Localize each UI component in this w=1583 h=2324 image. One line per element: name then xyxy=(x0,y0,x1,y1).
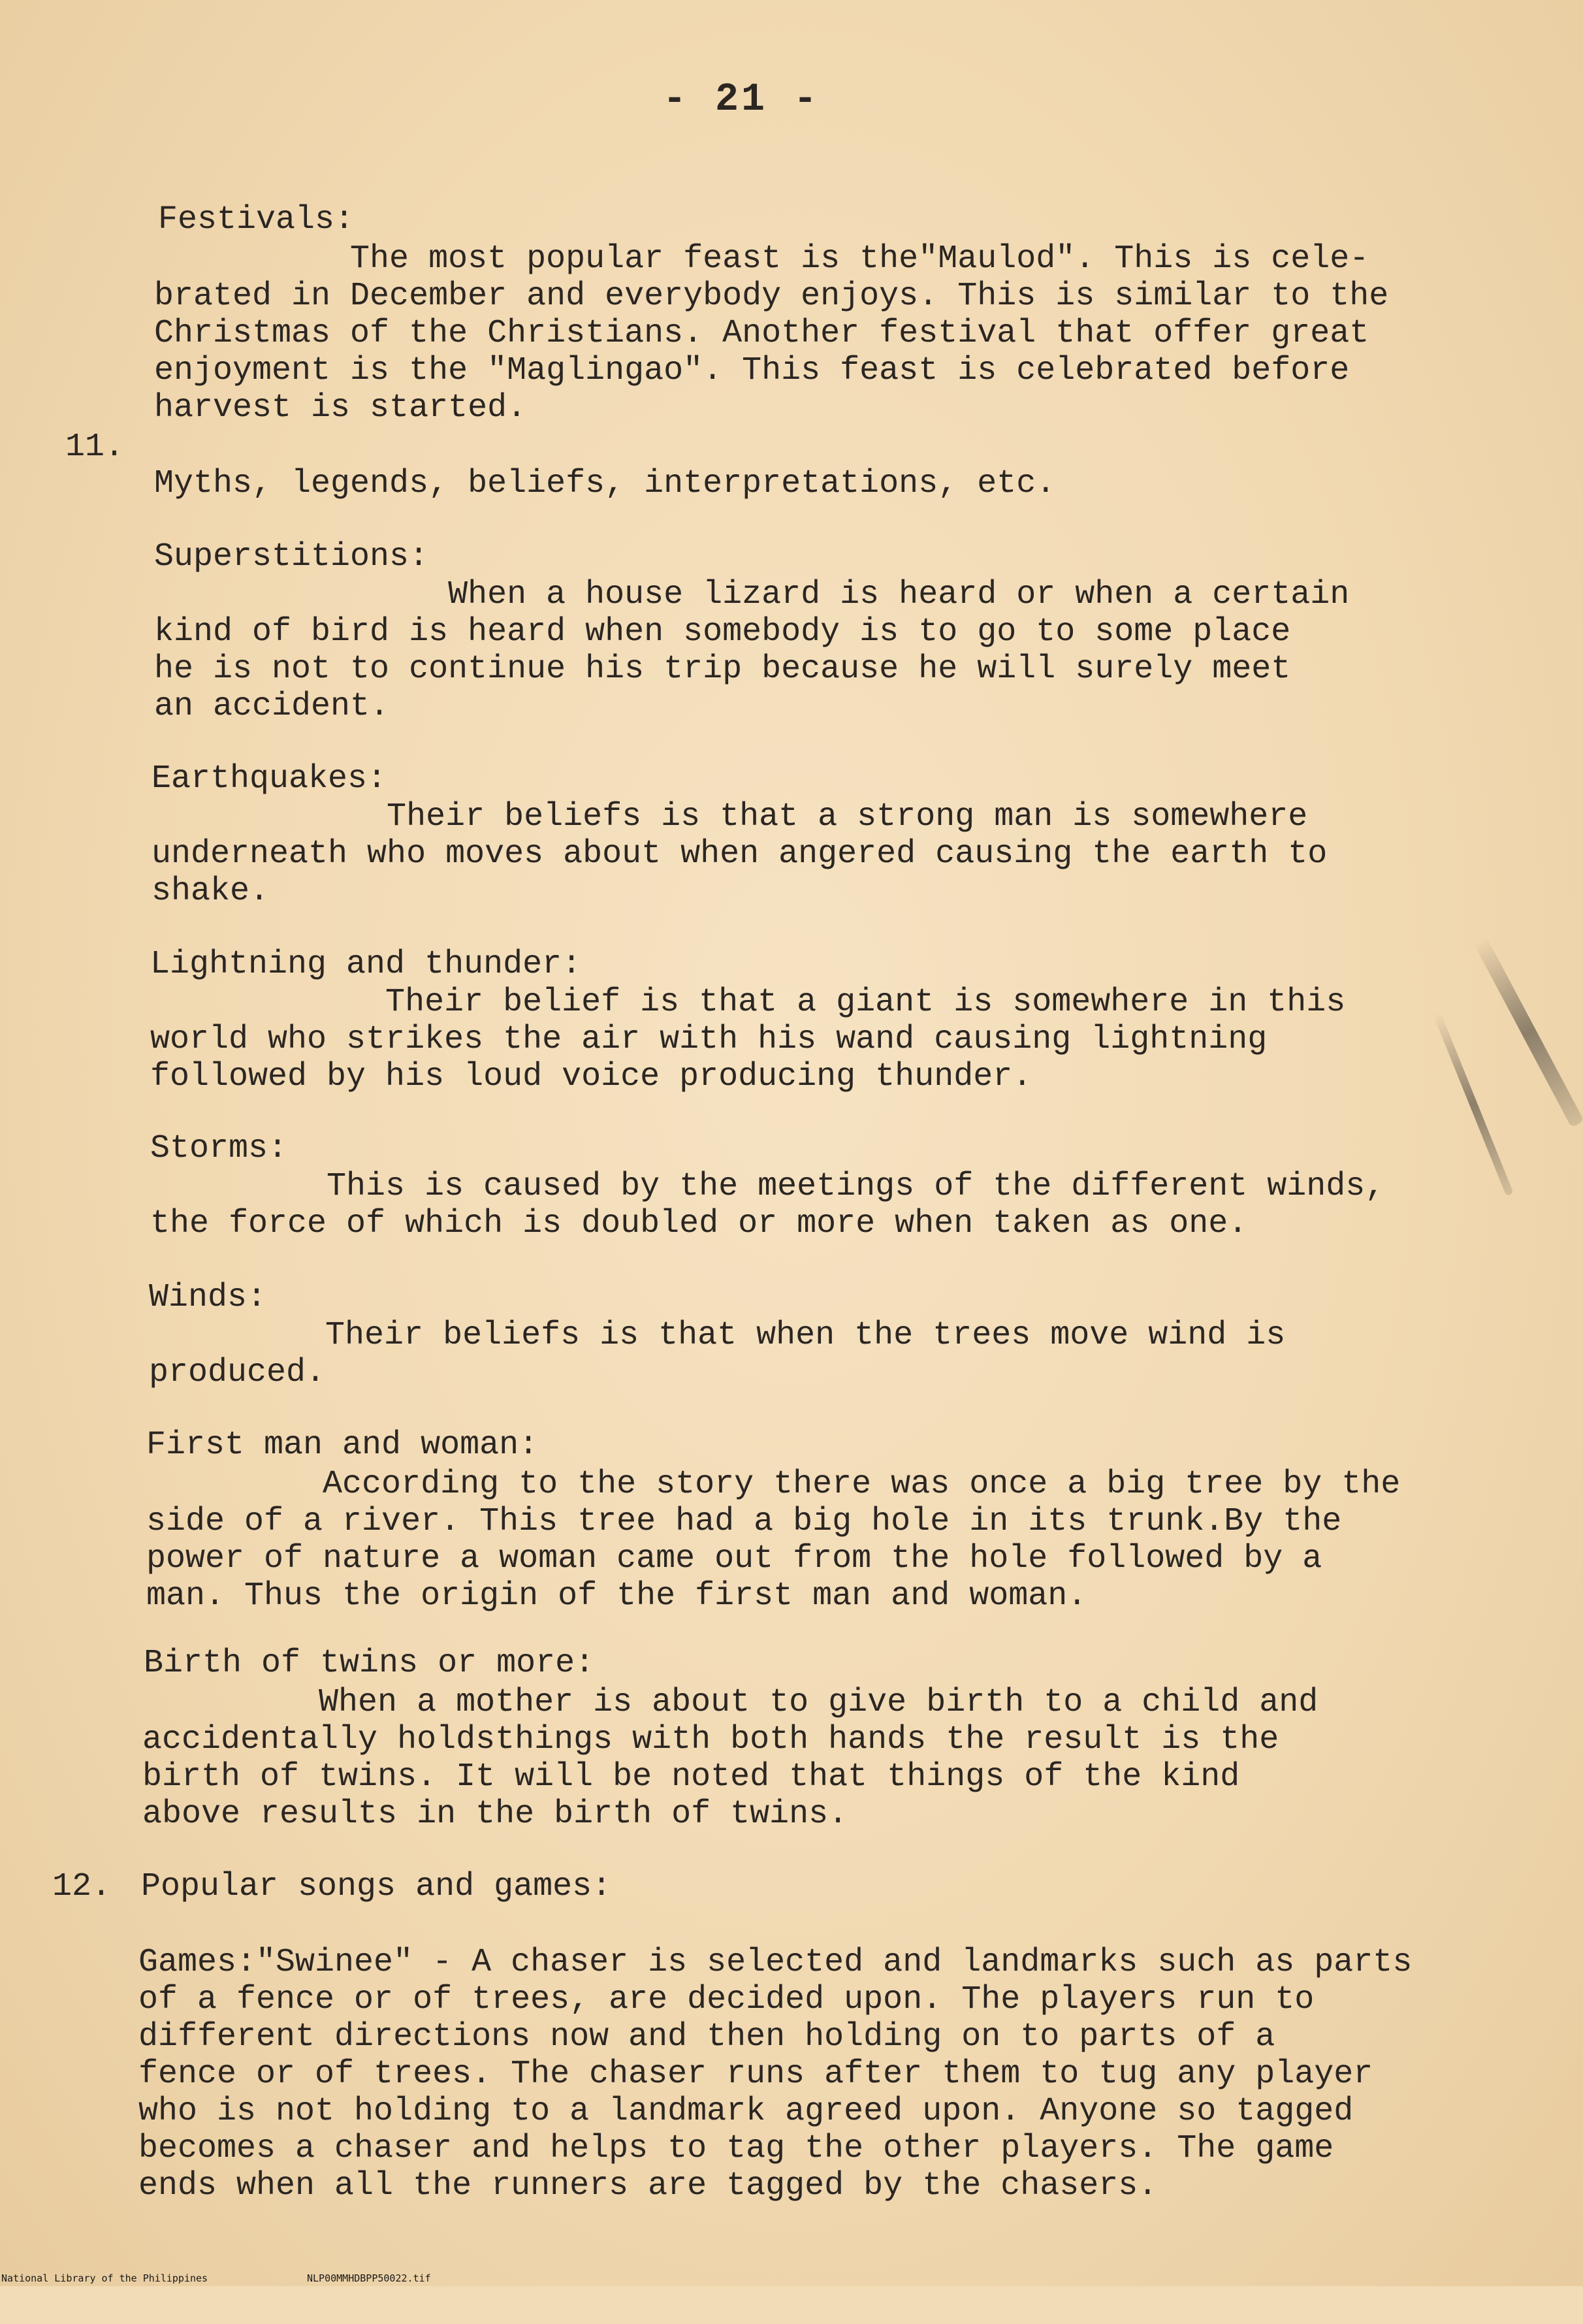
text-line: Their beliefs is that when the trees move wind is xyxy=(149,1317,1286,1354)
text-line: Their beliefs is that a strong man is somewhere xyxy=(152,798,1308,835)
text-line: When a mother is about to give birth to a child and xyxy=(142,1684,1319,1721)
first-man-heading: First man and woman: xyxy=(146,1427,539,1464)
footer-library: National Library of the Philippines xyxy=(1,2272,208,2284)
text-line: underneath who moves about when angered causing the earth to xyxy=(152,835,1328,873)
text-line: harvest is started. xyxy=(154,389,527,427)
footer-file: NLP00MMHDBPP50022.tif xyxy=(307,2272,431,2284)
text-line: This is caused by the meetings of the different winds, xyxy=(150,1168,1385,1205)
superstitions-paragraph xyxy=(154,576,1349,725)
winds-heading: Winds: xyxy=(149,1279,267,1316)
text-line: fence or of trees. The chaser runs after them to tug any player xyxy=(138,2056,1373,2093)
text-line: different directions now and then holding on to parts of a xyxy=(138,2018,1275,2056)
text-line: an accident. xyxy=(154,688,390,725)
festivals-paragraph xyxy=(154,240,1388,427)
storms-paragraph xyxy=(150,1168,1384,1242)
item-11-number: 11. xyxy=(65,428,125,466)
lightning-heading: Lightning and thunder: xyxy=(150,946,582,983)
earthquakes-heading: Earthquakes: xyxy=(152,760,387,798)
text-line: power of nature a woman came out from the hole followed by a xyxy=(146,1540,1322,1577)
text-line: who is not holding to a landmark agreed upon. Anyone so tagged xyxy=(138,2093,1354,2130)
text-line: enjoyment is the "Maglingao". This feast is celebrated before xyxy=(154,352,1350,389)
text-line: he is not to continue his trip because he will surely meet xyxy=(154,651,1291,688)
text-line: produced. xyxy=(149,1354,326,1391)
text-line: Christmas of the Christians. Another festival that offer great xyxy=(154,315,1369,352)
text-line: side of a river. This tree had a big hole in its trunk.By the xyxy=(146,1503,1342,1540)
text-line: ends when all the runners are tagged by the chasers. xyxy=(138,2167,1158,2204)
page-number: - 21 - xyxy=(662,78,820,122)
pencil-mark xyxy=(1433,1012,1514,1197)
text-line: Their belief is that a giant is somewhere in this xyxy=(150,984,1346,1021)
text-line: followed by his loud voice producing thunder. xyxy=(150,1058,1032,1095)
festivals-heading: Festivals: xyxy=(158,201,355,238)
games-paragraph xyxy=(138,1944,1412,2204)
text-line: man. Thus the origin of the first man and woman. xyxy=(146,1577,1087,1615)
text-line: kind of bird is heard when somebody is to go to some place xyxy=(154,613,1291,651)
item-11-heading: Myths, legends, beliefs, interpretations, etc. xyxy=(154,465,1056,502)
text-line: shake. xyxy=(152,873,270,910)
text-line: When a house lizard is heard or when a certain xyxy=(154,576,1350,613)
text-line: world who strikes the air with his wand causing lightning xyxy=(150,1021,1268,1058)
winds-paragraph xyxy=(149,1317,1285,1391)
item-12-number: 12. xyxy=(52,1868,112,1905)
item-12-heading: Popular songs and games: xyxy=(141,1868,612,1905)
text-line: Games:"Swinee" - A chaser is selected and landmarks such as parts xyxy=(138,1944,1413,1981)
storms-heading: Storms: xyxy=(150,1130,288,1167)
scan-footer xyxy=(0,2272,1583,2286)
text-line: birth of twins. It will be noted that things of the kind xyxy=(142,1758,1240,1796)
twins-heading: Birth of twins or more: xyxy=(144,1645,595,1682)
twins-paragraph xyxy=(142,1684,1318,1833)
superstitions-heading: Superstitions: xyxy=(154,538,429,575)
text-line: above results in the birth of twins. xyxy=(142,1796,848,1833)
lightning-paragraph xyxy=(150,984,1345,1095)
pencil-mark xyxy=(1473,937,1583,1128)
text-line: brated in December and everybody enjoys. This is similar to the xyxy=(154,278,1389,315)
text-line: of a fence or of trees, are decided upon. The players run to xyxy=(138,1981,1315,2018)
text-line: becomes a chaser and helps to tag the other players. The game xyxy=(138,2130,1334,2167)
first-man-paragraph xyxy=(146,1466,1400,1615)
text-line: the force of which is doubled or more when taken as one. xyxy=(150,1205,1248,1242)
text-line: According to the story there was once a big tree by the xyxy=(146,1466,1401,1503)
text-line: accidentally holdsthings with both hands the result is the xyxy=(142,1721,1279,1758)
text-line: The most popular feast is the"Maulod". This is cele- xyxy=(154,240,1369,278)
earthquakes-paragraph xyxy=(152,798,1327,910)
